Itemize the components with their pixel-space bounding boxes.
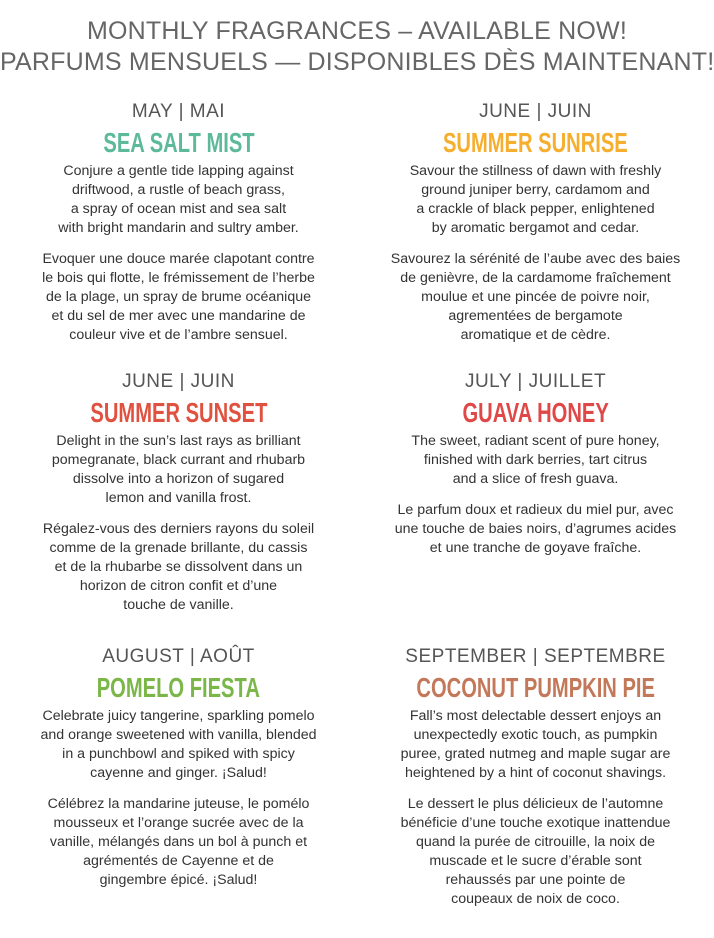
description-en <box>357 432 714 489</box>
fragrance-month: SEPTEMBER | SEPTEMBRE <box>405 646 666 667</box>
description-line: and a slice of fresh guava. <box>452 471 619 487</box>
description-line: bénéficie d’une touche exotique inattendue <box>400 815 671 831</box>
description-fr <box>357 795 714 909</box>
description-line: puree, grated nutmeg and maple sugar are <box>400 746 671 762</box>
description-line: Célébrez la mandarine juteuse, le pomélo <box>47 796 310 812</box>
description-line: mousseux et l’orange sucrée avec de la <box>53 815 304 831</box>
fragrance-month: JULY | JUILLET <box>464 371 607 392</box>
description-fr <box>0 250 357 345</box>
fragrance-month: JUNE | JUIN <box>479 101 592 122</box>
description-line: quand la purée de citrouille, la noix de <box>416 834 655 850</box>
description-line: heightened by a hint of coconut shavings. <box>404 765 667 781</box>
fragrance-card <box>0 100 357 357</box>
description-line: Conjure a gentle tide lapping against <box>63 163 294 179</box>
description-line: touche de vanille. <box>123 597 234 613</box>
description-en <box>0 432 357 508</box>
description-line: Evoquer une douce marée clapotant contre <box>42 251 315 267</box>
description-line: driftwood, a rustle of beach grass, <box>72 182 285 198</box>
fragrance-month: MAY | MAI <box>131 101 226 122</box>
description-line: Savourez la sérénité de l’aube avec des baies <box>390 251 681 267</box>
description-line: agrementées de bergamote <box>448 308 623 324</box>
fragrance-card <box>0 645 357 902</box>
description-line: in a punchbowl and spiked with spicy <box>62 746 295 762</box>
description-line: Le parfum doux et radieux du miel pur, avec <box>397 502 674 518</box>
description-line: Le dessert le plus délicieux de l’automne <box>407 796 664 812</box>
description-line: Delight in the sun’s last rays as brilliant <box>56 433 301 449</box>
description-line: coupeaux de noix de coco. <box>451 891 620 907</box>
description-line: dissolve into a horizon of sugared <box>72 471 285 487</box>
fragrance-card <box>357 370 714 570</box>
description-line: muscade et le sucre d’érable sont <box>429 853 642 869</box>
description-fr <box>0 795 357 890</box>
description-line: ground juniper berry, cardamom and <box>421 182 650 198</box>
fragrance-name: SUMMER SUNSET <box>90 397 267 428</box>
description-line: agrémentés de Cayenne et de <box>83 853 274 869</box>
description-line: comme de la grenade brillante, du cassis <box>49 540 308 556</box>
description-line: by aromatic bergamot and cedar. <box>431 220 640 236</box>
description-line: et du sel de mer avec une mandarine de <box>51 308 306 324</box>
description-line: horizon de citron confit et d’une <box>79 578 278 594</box>
description-en <box>357 162 714 238</box>
description-line: Savour the stillness of dawn with freshly <box>409 163 662 179</box>
fragrance-name: GUAVA HONEY <box>462 397 609 428</box>
description-line: The sweet, radiant scent of pure honey, <box>411 433 660 449</box>
description-line: Celebrate juicy tangerine, sparkling pomelo <box>42 708 315 724</box>
description-fr <box>0 520 357 615</box>
description-en <box>357 707 714 783</box>
description-line: and orange sweetened with vanilla, blended <box>40 727 317 743</box>
fragrance-name: POMELO FIESTA <box>96 672 261 703</box>
description-line: une touche de baies noirs, d’agrumes acides <box>394 521 677 537</box>
description-line: cayenne and ginger. ¡Salud! <box>90 765 267 781</box>
description-line: et de la rhubarbe se dissolvent dans un <box>54 559 303 575</box>
description-en <box>0 707 357 783</box>
fragrance-name: SEA SALT MIST <box>102 127 255 158</box>
description-line: unexpectedly exotic touch, as pumpkin <box>413 727 658 743</box>
description-line: a crackle of black pepper, enlightened <box>416 201 655 217</box>
fragrance-card <box>0 370 357 627</box>
description-line: le bois qui flotte, le frémissement de l’herbe <box>42 270 315 286</box>
description-line: et une tranche de goyave fraîche. <box>429 540 642 556</box>
page-title <box>0 16 714 78</box>
fragrance-card <box>357 645 714 921</box>
description-line: Régalez-vous des derniers rayons du soleil <box>42 521 315 537</box>
description-line: lemon and vanilla frost. <box>105 490 252 506</box>
title-french: PARFUMS MENSUELS — DISPONIBLES DÈS MAINTENANT! <box>0 48 714 76</box>
description-line: couleur vive et de l’ambre sensuel. <box>69 327 288 343</box>
fragrance-name: COCONUT PUMPKIN PIE <box>416 672 655 703</box>
description-line: with bright mandarin and sultry amber. <box>58 220 299 236</box>
description-line: de genièvre, de la cardamome fraîchement <box>400 270 671 286</box>
description-line: moulue et une pincée de poivre noir, <box>421 289 650 305</box>
description-line: pomegranate, black currant and rhubarb <box>51 452 306 468</box>
description-fr <box>357 501 714 558</box>
fragrance-month: JUNE | JUIN <box>122 371 235 392</box>
fragrance-card <box>357 100 714 357</box>
description-line: gingembre épicé. ¡Salud! <box>99 872 258 888</box>
description-line: de la plage, un spray de brume océanique <box>45 289 312 305</box>
description-line: Fall’s most delectable dessert enjoys an <box>409 708 662 724</box>
description-line: finished with dark berries, tart citrus <box>423 452 648 468</box>
description-line: vanille, mélangés dans un bol à punch et <box>49 834 308 850</box>
description-line: a spray of ocean mist and sea salt <box>70 201 287 217</box>
title-english: MONTHLY FRAGRANCES – AVAILABLE NOW! <box>87 17 627 45</box>
fragrance-month: AUGUST | AOÛT <box>102 646 255 667</box>
fragrance-name: SUMMER SUNRISE <box>443 127 628 158</box>
description-line: aromatique et de cèdre. <box>460 327 611 343</box>
description-fr <box>357 250 714 345</box>
description-line: rehaussés par une pointe de <box>445 872 626 888</box>
description-en <box>0 162 357 238</box>
